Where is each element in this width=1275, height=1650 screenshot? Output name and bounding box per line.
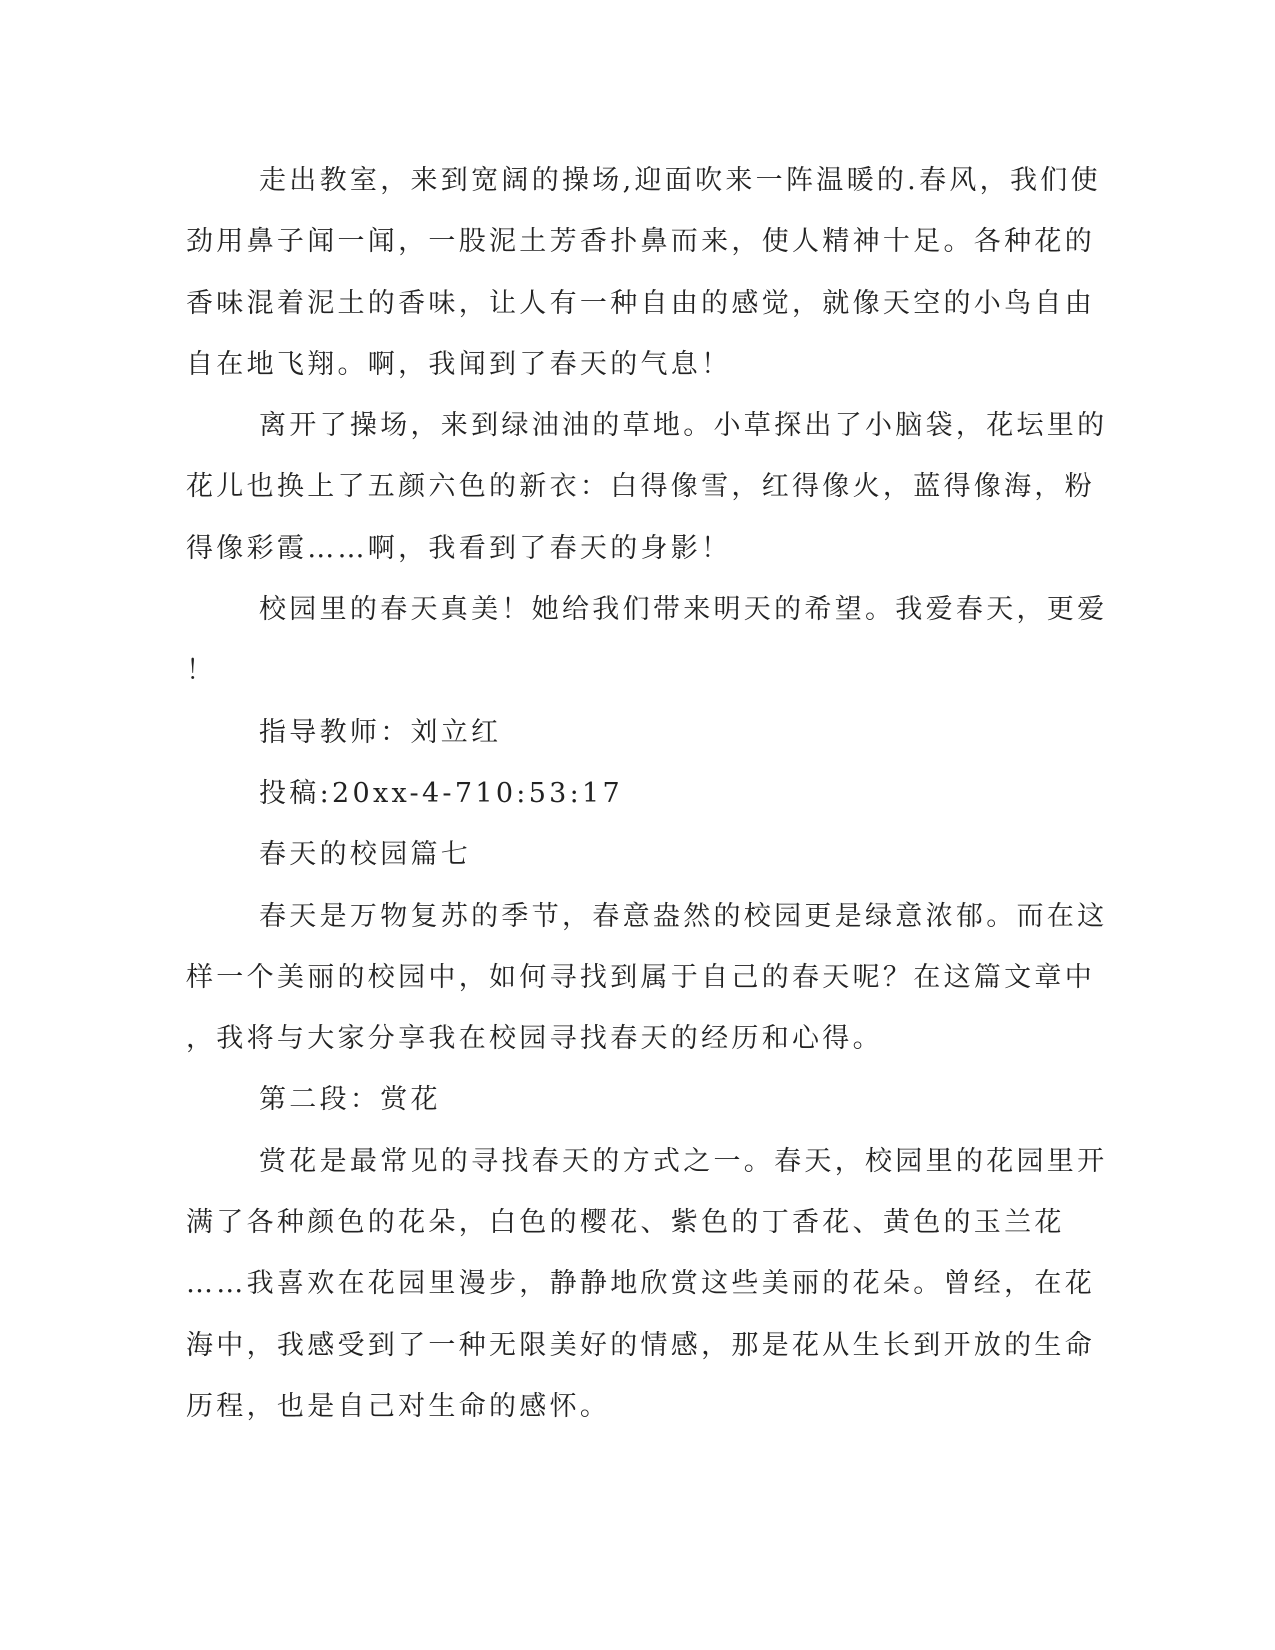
document-page (186, 150, 1108, 1437)
section-title: 春天的校园篇七 (259, 839, 472, 871)
text-line: ……我喜欢在花园里漫步，静静地欣赏这些美丽的花朵。曾经，在花 (186, 1268, 1095, 1300)
section-heading: 第二段：赏花 (259, 1084, 441, 1116)
text-line: 满了各种颜色的花朵，白色的樱花、紫色的丁香花、黄色的玉兰花 (186, 1207, 1065, 1239)
text-line: 离开了操场，来到绿油油的草地。小草探出了小脑袋，花坛里的 (259, 410, 1108, 442)
text-line: 海中，我感受到了一种无限美好的情感，那是花从生长到开放的生命 (186, 1329, 1095, 1361)
text-line: 香味混着泥土的香味，让人有一种自由的感觉，就像天空的小鸟自由 (186, 287, 1095, 319)
text-line: 历程，也是自己对生命的感怀。 (186, 1390, 611, 1422)
text-line: 春天是万物复苏的季节，春意盎然的校园更是绿意浓郁。而在这 (259, 900, 1108, 932)
instructor-line: 指导教师：刘立红 (259, 716, 502, 748)
text-line: ！ (186, 655, 217, 687)
text-line: 花儿也换上了五颜六色的新衣：白得像雪，红得像火，蓝得像海，粉 (186, 471, 1095, 503)
text-line: 得像彩霞……啊，我看到了春天的身影！ (186, 532, 732, 564)
submission-line: 投稿:20xx-4-710:53:17 (259, 777, 623, 809)
text-line: 赏花是最常见的寻找春天的方式之一。春天，校园里的花园里开 (259, 1145, 1108, 1177)
text-line: 劲用鼻子闻一闻，一股泥土芳香扑鼻而来，使人精神十足。各种花的 (186, 226, 1095, 258)
text-line: 样一个美丽的校园中，如何寻找到属于自己的春天呢？在这篇文章中 (186, 961, 1095, 993)
text-line: 自在地飞翔。啊，我闻到了春天的气息！ (186, 348, 732, 380)
text-line: 校园里的春天真美！她给我们带来明天的希望。我爱春天，更爱 (259, 594, 1108, 626)
text-line: ，我将与大家分享我在校园寻找春天的经历和心得。 (186, 1023, 883, 1055)
text-line: 走出教室，来到宽阔的操场,迎面吹来一阵温暖的.春风，我们使 (259, 165, 1101, 196)
